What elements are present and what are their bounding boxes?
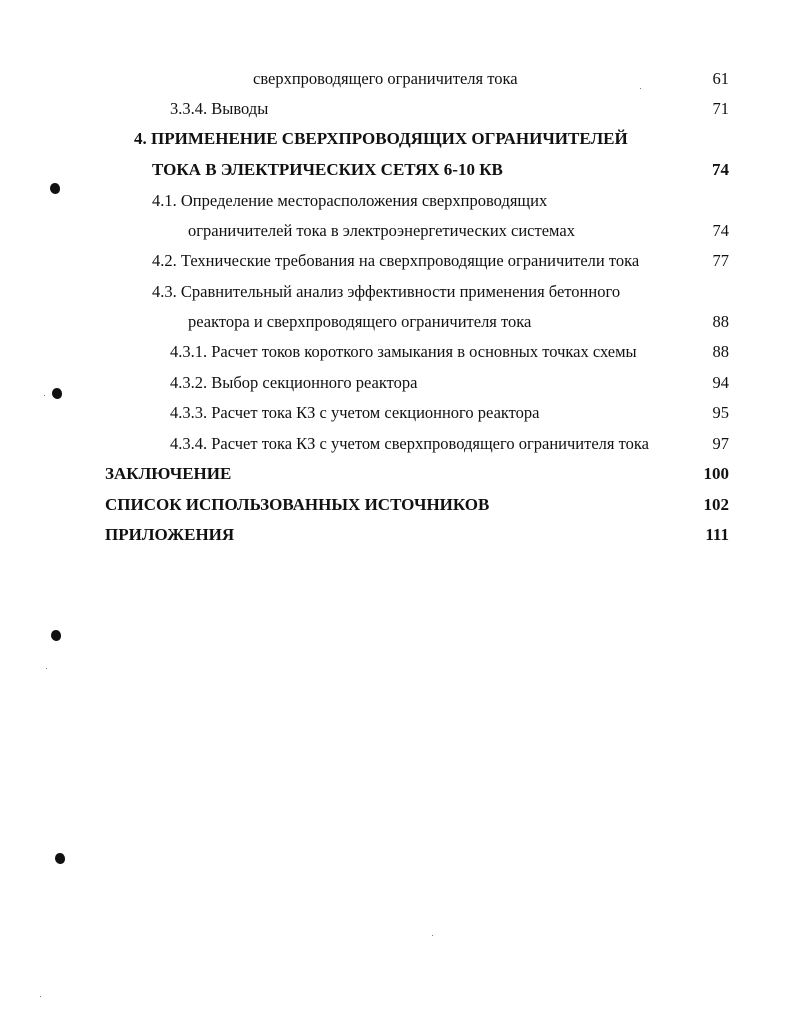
toc-entry-text: сверхпроводящего ограничителя тока — [253, 69, 518, 88]
toc-entry-text: 3.3.4. Выводы — [170, 99, 269, 118]
toc-entry-page: 111 — [705, 525, 729, 544]
toc-entry-page: 97 — [712, 434, 729, 453]
toc-entry-page: 74 — [712, 221, 729, 240]
toc-chapter-heading: ТОКА В ЭЛЕКТРИЧЕСКИХ СЕТЯХ 6-10 КВ — [152, 160, 503, 179]
toc-entry-page: 94 — [712, 373, 729, 392]
toc-entry-text: 4.3.2. Выбор секционного реактора — [170, 373, 418, 392]
punch-hole-mark — [52, 388, 62, 399]
punch-hole-mark — [55, 853, 65, 864]
toc-entry-text: ограничителей тока в электроэнергетических системах — [188, 221, 575, 240]
toc-entry-page: 95 — [712, 403, 729, 422]
toc-entry-page: 88 — [712, 312, 729, 331]
scan-speck — [640, 88, 641, 89]
toc-entry-text: 4.3.3. Расчет тока КЗ с учетом секционного реактора — [170, 403, 540, 422]
toc-entry-page: 100 — [703, 464, 729, 483]
punch-hole-mark — [51, 630, 61, 641]
toc-entry-page: 102 — [703, 495, 729, 514]
scan-speck — [432, 935, 433, 936]
toc-entry-page: 71 — [712, 99, 729, 118]
toc-entry-text: 4.2. Технические требования на сверхпроводящие ограничители тока — [152, 251, 640, 270]
scan-speck — [40, 996, 41, 997]
toc-entry-page: 77 — [712, 251, 729, 270]
toc-entry-text: реактора и сверхпроводящего ограничителя тока — [188, 312, 532, 331]
toc-entry-text: 4.1. Определение месторасположения сверхпроводящих — [152, 191, 548, 210]
toc-section-heading: ПРИЛОЖЕНИЯ — [105, 525, 235, 544]
toc-entry-text: 4.3. Сравнительный анализ эффективности применения бетонного — [152, 282, 621, 301]
scan-speck — [44, 395, 45, 396]
scan-speck — [46, 668, 47, 669]
toc-entry-text: 4.3.1. Расчет токов короткого замыкания в основных точках схемы — [170, 342, 637, 361]
toc-entry-page: 88 — [712, 342, 729, 361]
toc-entry-text: 4.3.4. Расчет тока КЗ с учетом сверхпроводящего ограничителя тока — [170, 434, 649, 453]
toc-entry-page: 61 — [712, 69, 729, 88]
punch-hole-mark — [50, 183, 60, 194]
toc-section-heading: ЗАКЛЮЧЕНИЕ — [105, 464, 232, 483]
toc-section-heading: СПИСОК ИСПОЛЬЗОВАННЫХ ИСТОЧНИКОВ — [105, 495, 490, 514]
toc-chapter-heading: 4. ПРИМЕНЕНИЕ СВЕРХПРОВОДЯЩИХ ОГРАНИЧИТЕЛЕЙ — [134, 129, 628, 148]
toc-entry-page: 74 — [712, 160, 729, 179]
